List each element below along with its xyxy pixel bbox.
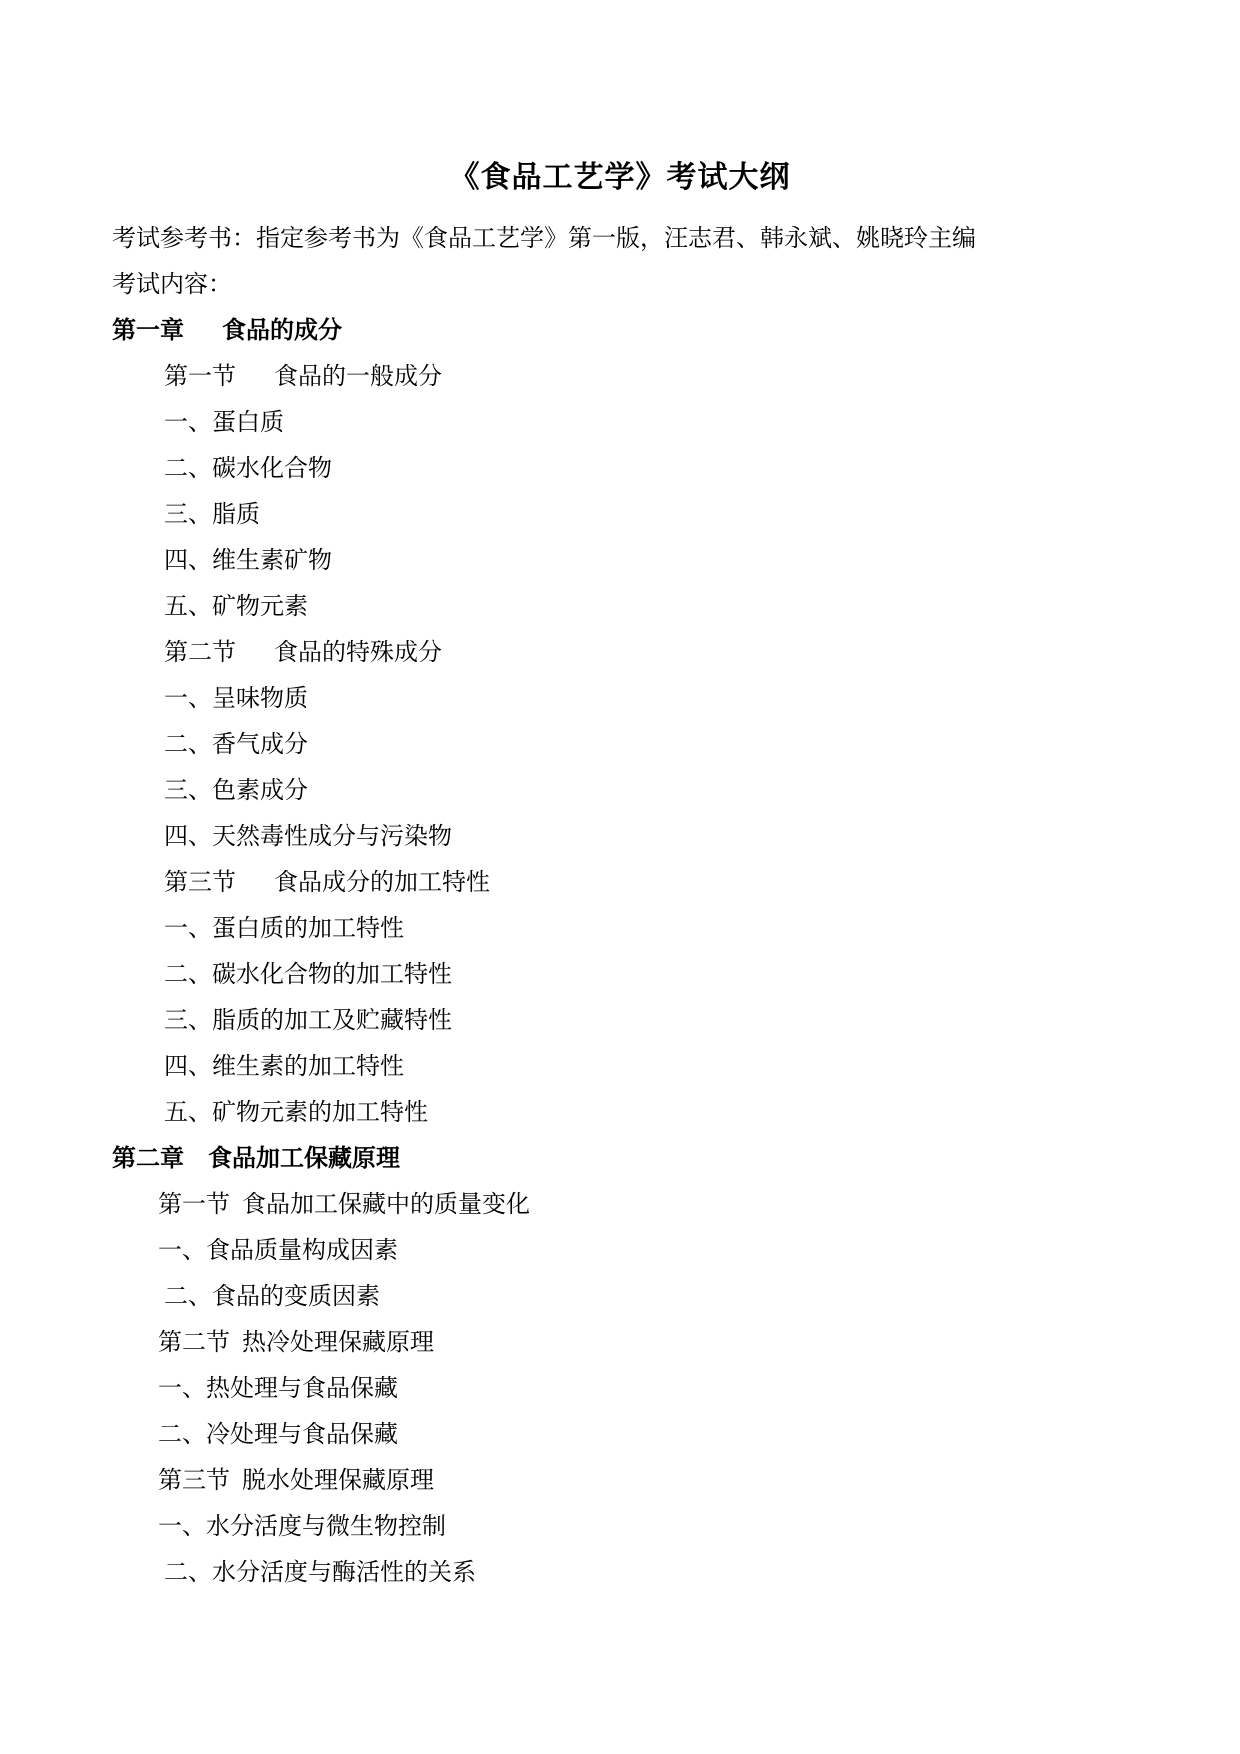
chapter2-title: 食品加工保藏原理 — [208, 1144, 400, 1172]
list-item: 二、冷处理与食品保藏 — [158, 1420, 398, 1448]
list-item: 一、呈味物质 — [164, 684, 308, 712]
section-number: 第三节 — [158, 1466, 230, 1494]
list-item: 四、天然毒性成分与污染物 — [164, 822, 452, 850]
list-item: 一、水分活度与微生物控制 — [158, 1512, 446, 1540]
section-title: 食品的特殊成分 — [274, 638, 442, 666]
chapter2-section1-heading — [158, 1188, 530, 1220]
chapter1-number: 第一章 — [112, 316, 184, 344]
section-number: 第一节 — [164, 362, 236, 390]
list-item: 一、食品质量构成因素 — [158, 1236, 398, 1264]
section-title: 脱水处理保藏原理 — [242, 1466, 434, 1494]
section-title: 热冷处理保藏原理 — [242, 1328, 434, 1356]
chapter1-title: 食品的成分 — [222, 316, 342, 344]
list-item: 三、脂质的加工及贮藏特性 — [164, 1006, 452, 1034]
section-title: 食品成分的加工特性 — [274, 868, 490, 896]
section-title: 食品加工保藏中的质量变化 — [242, 1190, 530, 1218]
section-number: 第二节 — [164, 638, 236, 666]
list-item: 三、色素成分 — [164, 776, 308, 804]
chapter2-number: 第二章 — [112, 1144, 184, 1172]
list-item: 四、维生素矿物 — [164, 546, 332, 574]
reference-line: 考试参考书：指定参考书为《食品工艺学》第一版，汪志君、韩永斌、姚晓玲主编 — [112, 224, 976, 252]
chapter2-section2-heading — [158, 1326, 434, 1358]
chapter1-section2-heading — [164, 636, 442, 668]
chapter2-heading — [112, 1142, 400, 1174]
list-item: 四、维生素的加工特性 — [164, 1052, 404, 1080]
list-item: 二、食品的变质因素 — [164, 1282, 380, 1310]
section-number: 第二节 — [158, 1328, 230, 1356]
list-item: 二、水分活度与酶活性的关系 — [164, 1558, 476, 1586]
section-number: 第一节 — [158, 1190, 230, 1218]
section-title: 食品的一般成分 — [274, 362, 442, 390]
list-item: 一、蛋白质 — [164, 408, 284, 436]
chapter1-heading — [112, 314, 342, 346]
list-item: 二、碳水化合物 — [164, 454, 332, 482]
list-item: 一、蛋白质的加工特性 — [164, 914, 404, 942]
chapter1-section1-heading — [164, 360, 442, 392]
list-item: 二、香气成分 — [164, 730, 308, 758]
chapter1-section3-heading — [164, 866, 490, 898]
section-number: 第三节 — [164, 868, 236, 896]
list-item: 二、碳水化合物的加工特性 — [164, 960, 452, 988]
content-label: 考试内容： — [112, 270, 232, 298]
list-item: 三、脂质 — [164, 500, 260, 528]
document-title: 《食品工艺学》考试大纲 — [449, 160, 791, 195]
list-item: 一、热处理与食品保藏 — [158, 1374, 398, 1402]
list-item: 五、矿物元素 — [164, 592, 308, 620]
chapter2-section3-heading — [158, 1464, 434, 1496]
list-item: 五、矿物元素的加工特性 — [164, 1098, 428, 1126]
